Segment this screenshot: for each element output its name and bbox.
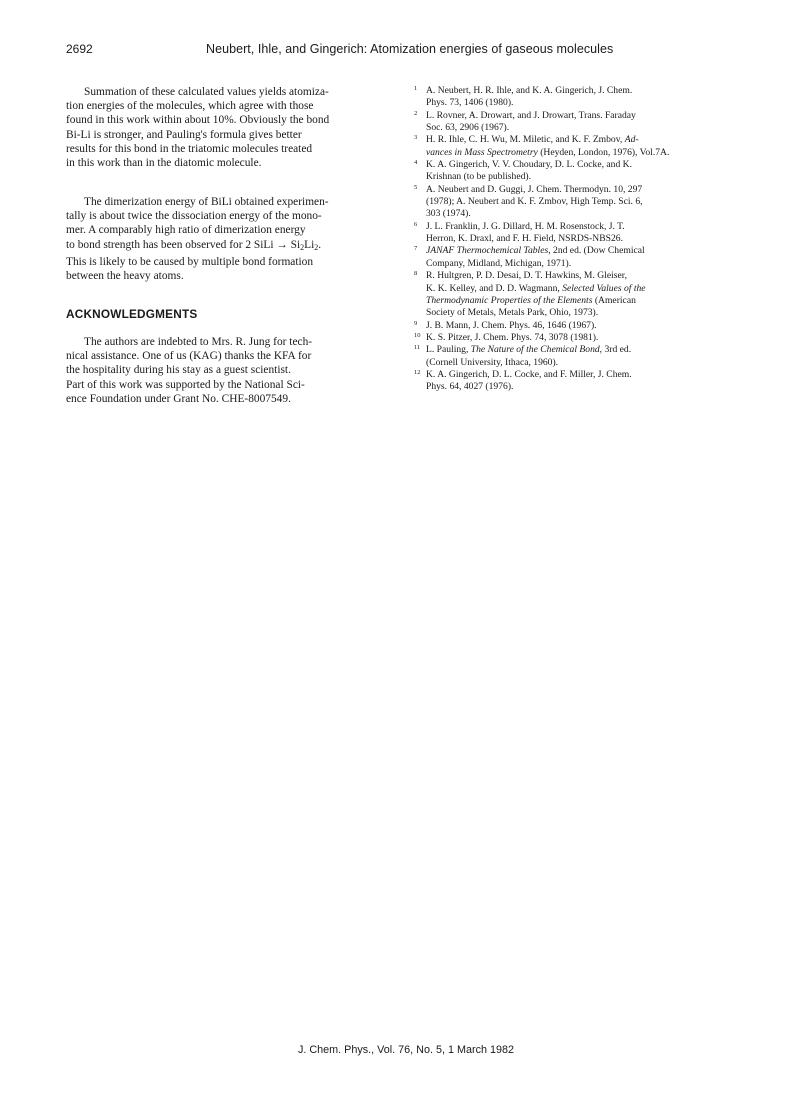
text-line: the hospitality during his stay as a guest scientist. [66, 364, 291, 377]
reference-line [426, 245, 744, 257]
reference-line [426, 344, 744, 356]
reference-title: JANAF Thermochemical Tables [426, 245, 549, 257]
reference-line: Phys. 73, 1406 (1980). [426, 97, 514, 109]
reference-text: H. R. Ihle, C. H. Wu, M. Miletic, and K. F. Zmbov, [426, 134, 625, 146]
reference-line: K. A. Gingerich, V. V. Choudary, D. L. Cocke, and K. [426, 159, 632, 171]
text-line: tally is about twice the dissociation energy of the mono- [66, 210, 322, 223]
formula-element: Si [290, 238, 301, 251]
reference-number: 3 [414, 134, 418, 142]
reference-title: Ad- [624, 134, 639, 146]
reference-line: Soc. 63, 2906 (1967). [426, 122, 510, 134]
reference-line: L. Rovner, A. Drowart, and J. Drowart, Trans. Faraday [426, 109, 636, 121]
reference-item [414, 184, 744, 221]
reference-item [414, 85, 744, 110]
reference-number: 9 [414, 319, 418, 327]
paragraph-acknowledgments [66, 335, 312, 406]
reference-item [414, 344, 744, 369]
reference-text: , 2nd ed. (Dow Chemical [548, 245, 645, 257]
reference-number: 8 [414, 270, 418, 278]
reference-line [426, 295, 744, 307]
reference-item [414, 270, 744, 319]
reference-number: 5 [414, 183, 418, 191]
reference-number: 2 [414, 109, 418, 117]
reference-number: 11 [414, 344, 421, 352]
formula-prefix: to bond strength has been observed for 2 SiLi [66, 238, 277, 251]
text-line: mer. A comparably high ratio of dimerization energy [66, 224, 306, 237]
reaction-arrow: → [276, 238, 288, 251]
reference-text: , 3rd ed. [599, 344, 632, 356]
formula-subscript: 2 [314, 242, 319, 252]
text-line: Part of this work was supported by the National Sci- [66, 378, 305, 391]
paragraph-dimerization [66, 195, 329, 283]
text-line: nical assistance. One of us (KAG) thanks the KFA for [66, 350, 312, 363]
reference-text: (American [592, 294, 636, 306]
reference-line: Phys. 64, 4027 (1976). [426, 381, 514, 393]
reference-line: J. L. Franklin, J. G. Dillard, H. M. Rosenstock, J. T. [426, 220, 625, 232]
paragraph-summation [66, 85, 329, 170]
reference-text: (Heyden, London, 1976), Vol.7A. [537, 146, 670, 158]
formula-subscript: 2 [300, 242, 305, 252]
reference-line: K. A. Gingerich, D. L. Cocke, and F. Miller, J. Chem. [426, 368, 632, 380]
reference-number: 6 [414, 220, 418, 228]
reference-text: L. Pauling, [426, 344, 471, 356]
formula-suffix: . [318, 238, 322, 251]
text-line: The authors are indebted to Mrs. R. Jung for tech- [84, 336, 313, 348]
reference-line: R. Hultgren, P. D. Desai, D. T. Hawkins, M. Gleiser, [426, 270, 627, 282]
reference-item [414, 134, 744, 159]
reference-title: vances in Mass Spectrometry [426, 146, 538, 158]
reference-title: Selected Values of the [562, 282, 646, 294]
reference-number: 1 [414, 85, 418, 92]
reference-line [426, 147, 744, 159]
formula-line [66, 238, 329, 255]
reference-item [414, 245, 744, 270]
reference-line: A. Neubert and D. Guggi, J. Chem. Thermodyn. 10, 297 [426, 183, 643, 195]
text-line: results for this bond in the triatomic molecules treated [66, 142, 313, 155]
page-header [66, 42, 752, 58]
reference-line: (1978); A. Neubert and K. F. Zmbov, High Temp. Sci. 6, [426, 196, 643, 208]
text-line: This is likely to be caused by multiple bond formation [66, 255, 314, 268]
reference-item [414, 369, 744, 394]
reference-number: 4 [414, 159, 418, 167]
reference-item [414, 332, 744, 344]
text-line: Bi-Li is stronger, and Pauling's formula gives better [66, 128, 302, 141]
reference-line: Society of Metals, Metals Park, Ohio, 1973). [426, 307, 599, 319]
page-number: 2692 [66, 42, 93, 56]
reference-item [414, 221, 744, 246]
reference-line: Krishnan (to be published). [426, 171, 531, 183]
reference-text: K. K. Kelley, and D. D. Wagmann, [426, 282, 563, 294]
reference-title: The Nature of the Chemical Bond [470, 344, 600, 356]
reference-number: 7 [414, 245, 418, 253]
reference-line: Herron, K. Draxl, and F. H. Field, NSRDS-NBS26. [426, 233, 623, 245]
reference-list [414, 85, 744, 394]
text-line: Summation of these calculated values yields atomiza- [84, 86, 329, 98]
text-line: The dimerization energy of BiLi obtained experimen- [84, 196, 329, 208]
reference-item [414, 110, 744, 135]
reference-line: Company, Midland, Michigan, 1971). [426, 257, 572, 269]
acknowledgments-heading: ACKNOWLEDGMENTS [66, 307, 198, 321]
text-line: tion energies of the molecules, which agree with those [66, 100, 314, 113]
reference-number: 10 [414, 331, 421, 339]
page-footer: J. Chem. Phys., Vol. 76, No. 5, 1 March 1982 [297, 1044, 515, 1056]
reference-item [414, 159, 744, 184]
reference-number: 12 [414, 368, 421, 376]
reference-line: J. B. Mann, J. Chem. Phys. 46, 1646 (1967). [426, 319, 597, 331]
reference-line [426, 283, 744, 295]
reference-line: A. Neubert, H. R. Ihle, and K. A. Gingerich, J. Chem. [426, 85, 633, 96]
reference-line: 303 (1974). [426, 208, 471, 220]
reference-line: (Cornell University, Ithaca, 1960). [426, 356, 559, 368]
reference-title: Thermodynamic Properties of the Elements [426, 294, 593, 306]
reference-item [414, 320, 744, 332]
reference-line [426, 134, 744, 146]
text-line: found in this work within about 10%. Obviously the bond [66, 114, 330, 127]
formula-element: Li [304, 238, 315, 251]
text-line: between the heavy atoms. [66, 270, 184, 283]
text-line: in this work than in the diatomic molecule. [66, 157, 262, 170]
running-title: Neubert, Ihle, and Gingerich: Atomization energies of gaseous molecules [206, 42, 614, 56]
reference-line: K. S. Pitzer, J. Chem. Phys. 74, 3078 (1981). [426, 331, 599, 343]
text-line: ence Foundation under Grant No. CHE-8007549. [66, 392, 291, 405]
